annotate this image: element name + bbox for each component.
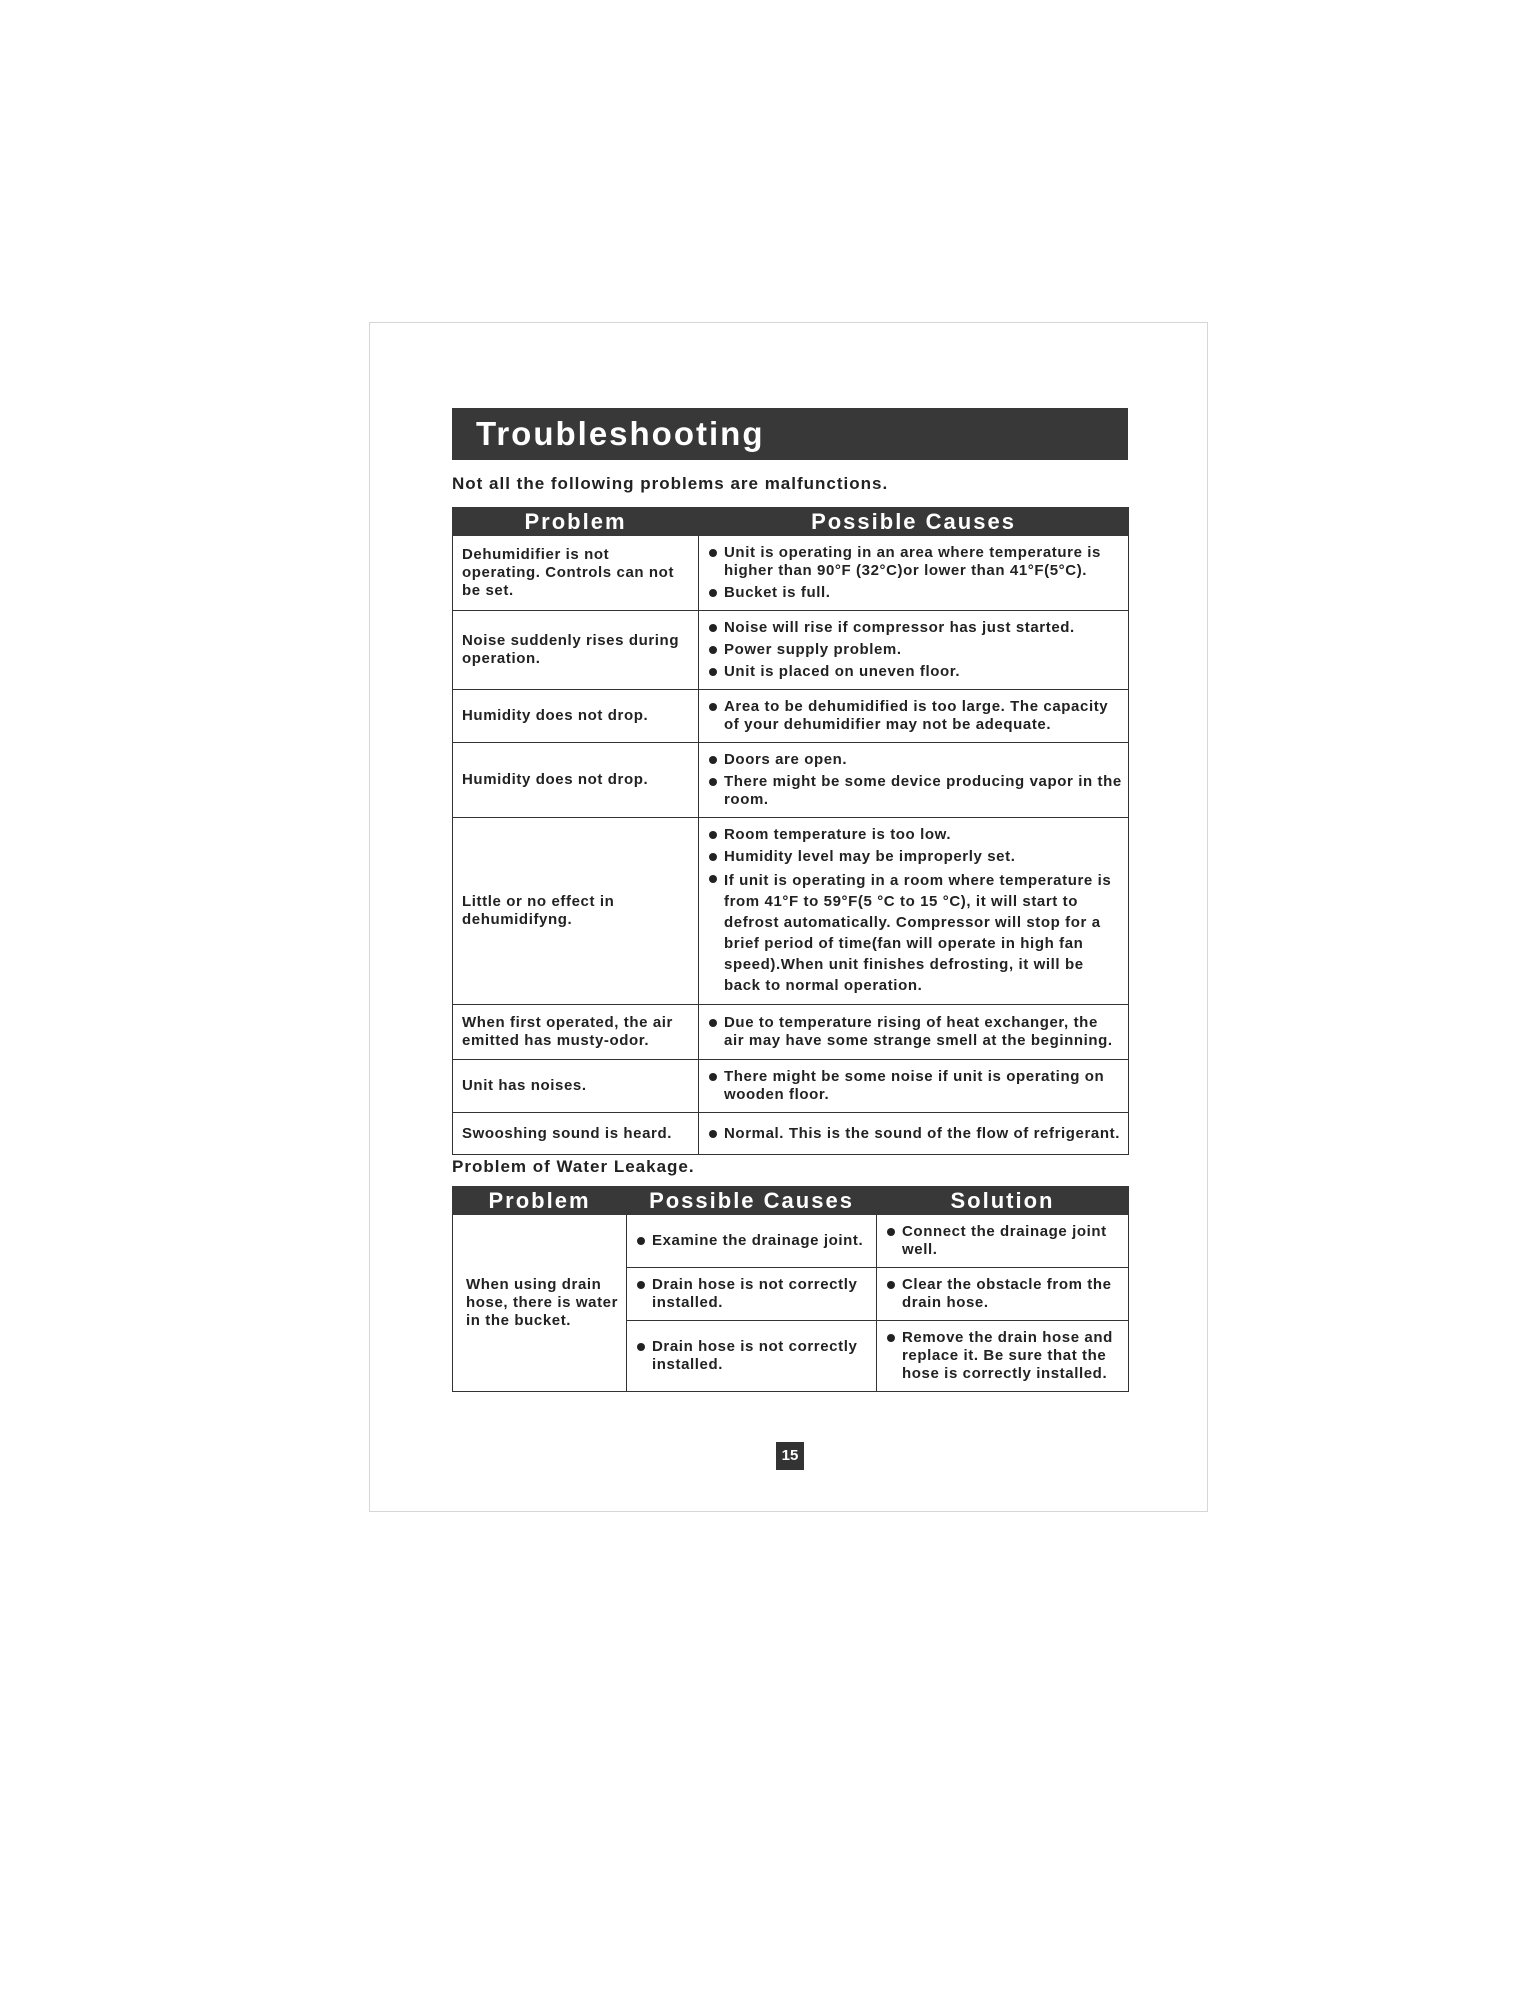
causes-cell	[699, 690, 1129, 743]
cause-item: Humidity level may be improperly set.	[708, 848, 1122, 866]
table-row	[453, 611, 1129, 690]
header-problem: Problem	[453, 508, 699, 536]
problem-cell: Swooshing sound is heard.	[453, 1113, 699, 1155]
table-header-row	[453, 508, 1129, 536]
header-possible-causes: Possible Causes	[627, 1187, 877, 1215]
table-row	[453, 1060, 1129, 1113]
cause-item: There might be some noise if unit is operating on wooden floor.	[708, 1068, 1122, 1104]
page-title: Troubleshooting	[452, 408, 1128, 460]
cause-item: Drain hose is not correctly installed.	[636, 1276, 870, 1312]
problem-cell: When using drain hose, there is water in the bucket.	[453, 1215, 627, 1392]
cause-item: Unit is placed on uneven floor.	[708, 663, 1122, 681]
causes-cell	[699, 818, 1129, 1005]
troubleshooting-table	[452, 507, 1129, 1155]
cause-item: Unit is operating in an area where temperature is higher than 90°F (32°C)or lower than 41°F(5°C).	[708, 544, 1122, 580]
problem-cell: Humidity does not drop.	[453, 743, 699, 818]
causes-cell	[699, 1113, 1129, 1155]
cause-cell	[627, 1268, 877, 1321]
solution-cell	[877, 1268, 1129, 1321]
cause-item: Noise will rise if compressor has just started.	[708, 619, 1122, 637]
table-row	[453, 1215, 1129, 1268]
solution-cell	[877, 1321, 1129, 1392]
solution-item: Clear the obstacle from the drain hose.	[886, 1276, 1122, 1312]
solution-cell	[877, 1215, 1129, 1268]
table-row	[453, 536, 1129, 611]
cause-item: Examine the drainage joint.	[636, 1232, 870, 1250]
table-row	[453, 818, 1129, 1005]
problem-cell: Humidity does not drop.	[453, 690, 699, 743]
page-number: 15	[776, 1442, 804, 1470]
cause-item: Bucket is full.	[708, 584, 1122, 602]
causes-cell	[699, 1005, 1129, 1060]
intro-text: Not all the following problems are malfunctions.	[452, 474, 889, 493]
problem-cell: Little or no effect in dehumidifyng.	[453, 818, 699, 1005]
cause-item: Area to be dehumidified is too large. The capacity of your dehumidifier may not be adequate.	[708, 698, 1122, 734]
header-problem: Problem	[453, 1187, 627, 1215]
table-row	[453, 743, 1129, 818]
table-header-row	[453, 1187, 1129, 1215]
problem-cell: Dehumidifier is not operating. Controls can not be set.	[453, 536, 699, 611]
water-leakage-table	[452, 1186, 1129, 1392]
causes-cell	[699, 1060, 1129, 1113]
table-row	[453, 1113, 1129, 1155]
table-row	[453, 1005, 1129, 1060]
cause-item: There might be some device producing vapor in the room.	[708, 773, 1122, 809]
cause-item: Drain hose is not correctly installed.	[636, 1338, 870, 1374]
cause-item: Doors are open.	[708, 751, 1122, 769]
header-solution: Solution	[877, 1187, 1129, 1215]
causes-cell	[699, 611, 1129, 690]
problem-cell: Unit has noises.	[453, 1060, 699, 1113]
solution-item: Remove the drain hose and replace it. Be sure that the hose is correctly installed.	[886, 1329, 1122, 1383]
cause-item: If unit is operating in a room where temperature is from 41°F to 59°F(5 °C to 15 °C), it will start to defrost automatically. Compressor will stop for a brief period of time(fan will operate in high fan speed).When unit finishes defrosting, it will be back to normal operation.	[708, 870, 1122, 996]
cause-item: Normal. This is the sound of the flow of refrigerant.	[708, 1125, 1122, 1143]
causes-cell	[699, 536, 1129, 611]
problem-cell: Noise suddenly rises during operation.	[453, 611, 699, 690]
cause-cell	[627, 1321, 877, 1392]
table-row	[453, 690, 1129, 743]
problem-cell: When first operated, the air emitted has musty-odor.	[453, 1005, 699, 1060]
cause-item: Due to temperature rising of heat exchanger, the air may have some strange smell at the beginning.	[708, 1014, 1122, 1050]
cause-item: Room temperature is too low.	[708, 826, 1122, 844]
cause-cell	[627, 1215, 877, 1268]
section-title-water-leakage: Problem of Water Leakage.	[452, 1157, 695, 1176]
solution-item: Connect the drainage joint well.	[886, 1223, 1122, 1259]
causes-cell	[699, 743, 1129, 818]
cause-item: Power supply problem.	[708, 641, 1122, 659]
header-possible-causes: Possible Causes	[699, 508, 1129, 536]
